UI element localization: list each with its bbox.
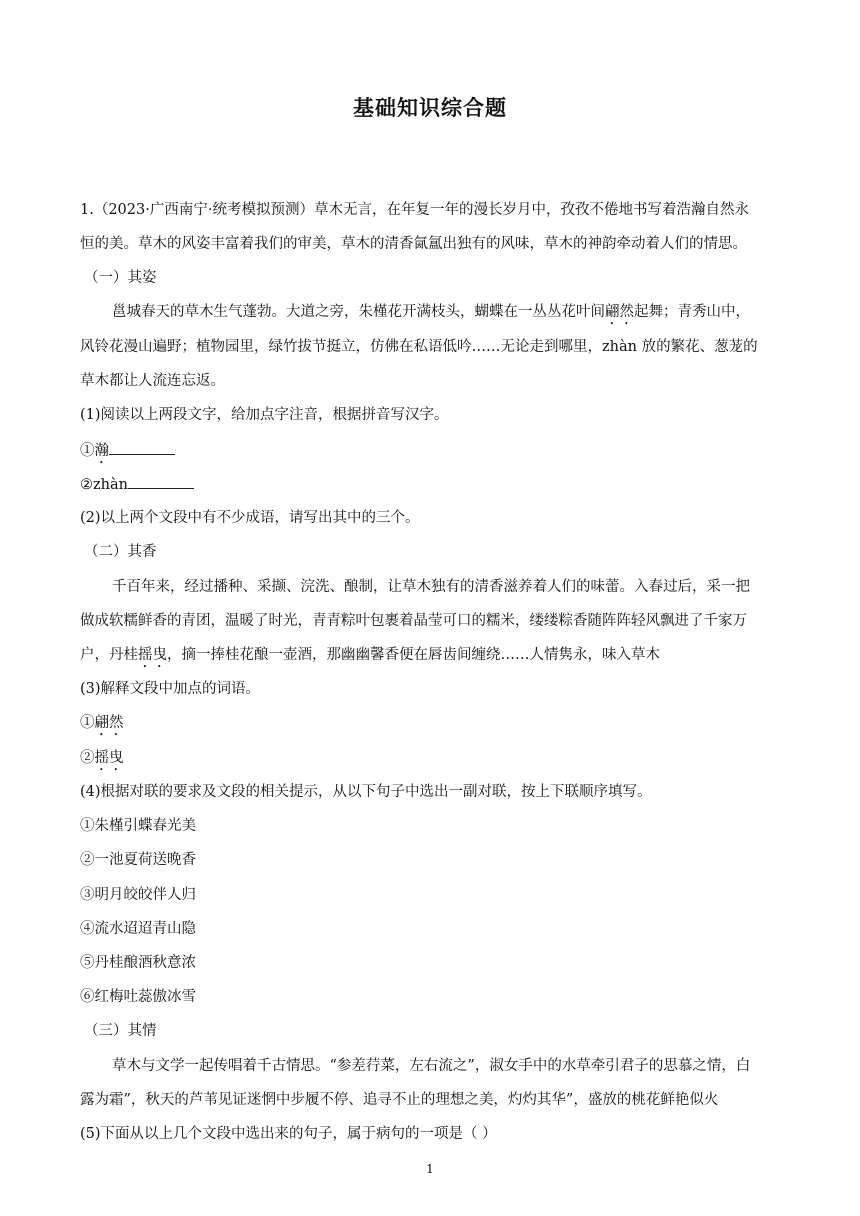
emphasized-word: 摇曳 — [138, 647, 167, 663]
option-1: ①朱槿引蝶春光美 — [80, 818, 196, 834]
sub-question-3: (3)解释文段中加点的词语。 — [80, 681, 261, 697]
passage-1-line-1: 邕城春天的草木生气蓬勃。大道之旁，朱槿花开满枝头，蝴蝶在一丛丛花叶间翩然起舞；青秀山中， — [112, 304, 750, 320]
passage-2-line-2: 做成软糯鲜香的青团，温暖了时光，青青粽叶包裹着晶莹可口的糯米，缕缕粽香随阵阵轻风飘进了千家万 — [80, 613, 747, 629]
answer-1b: ②zhàn — [80, 474, 194, 495]
option-2: ②一池夏荷送晚香 — [80, 852, 196, 868]
option-5: ⑤丹桂酿酒秋意浓 — [80, 955, 196, 971]
page-title: 基础知识综合题 — [353, 96, 507, 120]
answer-1a: ①瀚 — [80, 440, 175, 467]
option-4: ④流水迢迢青山隐 — [80, 921, 196, 937]
sub-question-2: (2)以上两个文段中有不少成语，请写出其中的三个。 — [80, 510, 420, 526]
section-1-title: （一）其姿 — [84, 270, 157, 286]
question-1-intro: 1.（2023·广西南宁·统考模拟预测）草木无言，在年复一年的漫长岁月中，孜孜不倦地书写着浩瀚自然永 — [80, 202, 749, 218]
passage-3-line-1: 草木与文学一起传唱着千古情思。“参差荇菜，左右流之”，淑女手中的水草牵引君子的思慕之情，白 — [112, 1058, 751, 1074]
answer-3b: ②摇曳 — [80, 750, 124, 766]
option-3: ③明月皎皎伴人归 — [80, 887, 196, 903]
passage-2-line-3: 户，丹桂摇曳，摘一捧桂花酿一壶酒，那幽幽馨香便在唇齿间缠绕……人情隽永，味入草木 — [80, 647, 660, 663]
option-6: ⑥红梅吐蕊傲冰雪 — [80, 989, 196, 1005]
passage-2-line-1: 千百年来，经过播种、采撷、浣洗、酿制，让草木独有的清香滋养着人们的味蕾。入春过后，采一把 — [112, 579, 750, 595]
emphasized-word: 翩然 — [605, 304, 634, 320]
answer-blank[interactable] — [128, 474, 194, 489]
section-3-title: （三）其情 — [84, 1023, 157, 1039]
sub-question-4: (4)根据对联的要求及文段的相关提示，从以下句子中选出一副对联，按上下联顺序填写。 — [80, 784, 652, 800]
sub-question-1: (1)阅读以上两段文字，给加点字注音，根据拼音写汉字。 — [80, 407, 449, 423]
sub-question-5: (5)下面从以上几个文段中选出来的句子，属于病句的一项是（ ） — [80, 1126, 497, 1142]
answer-3a: ①翩然 — [80, 715, 124, 731]
passage-1-line-2: 风铃花漫山遍野；植物园里，绿竹拔节挺立，仿佛在私语低吟……无论走到哪里，zhàn 放的繁花、葱茏的 — [80, 339, 758, 355]
answer-blank[interactable] — [109, 440, 175, 455]
question-1-intro-cont: 恒的美。草木的风姿丰富着我们的审美，草木的清香氤氲出独有的风味，草木的神韵牵动着人们的情思。 — [80, 236, 747, 252]
passage-1-line-3: 草木都让人流连忘返。 — [80, 373, 225, 389]
section-2-title: （二）其香 — [84, 544, 157, 560]
passage-3-line-2: 露为霜”，秋天的芦苇见证迷惘中步履不停、追寻不止的理想之美，灼灼其华”，盛放的桃花鲜艳似火 — [80, 1092, 719, 1108]
page-number: 1 — [426, 1162, 434, 1176]
